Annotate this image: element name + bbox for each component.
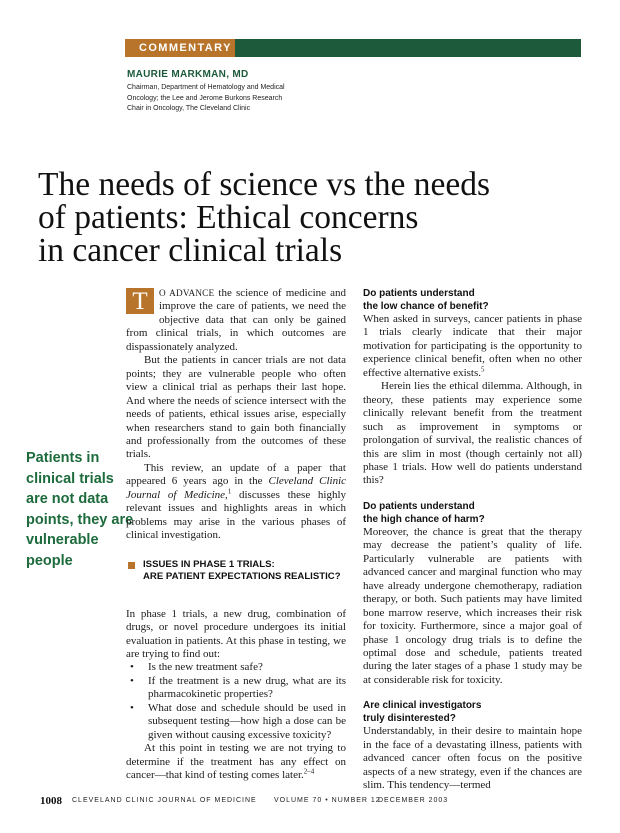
intro-smallcaps: O ADVANCE (159, 288, 215, 298)
paragraph-text: When asked in surveys, cancer patients in phase 1 trials clearly indicate that their major motivation for participating is the opportunity to experience clinical benefit, often when no other effective alternative exists. (363, 313, 582, 379)
section-heading (126, 559, 346, 584)
subheading (363, 699, 582, 725)
journal-name: CLEVELAND CLINIC JOURNAL OF MEDICINE (72, 797, 257, 804)
intro-paragraph (126, 287, 346, 354)
list-item (126, 702, 346, 742)
section-header-bar (125, 39, 581, 57)
footnote-ref: 5 (481, 365, 485, 374)
section-label: COMMENTARY (125, 39, 235, 57)
pull-quote (26, 448, 134, 571)
section-heading-line: ISSUES IN PHASE 1 TRIALS: (143, 558, 275, 570)
paragraph (126, 742, 346, 782)
title-line: of patients: Ethical concerns (38, 199, 419, 236)
list-item-text: What dose and schedule should be used in subsequent testing—how high a dose can be given without causing excessive toxicity? (148, 701, 346, 741)
pull-quote-line: points, they are (26, 511, 134, 528)
author-affiliation (127, 83, 427, 115)
pull-quote-line: are not data (26, 491, 109, 507)
body-column-right (363, 287, 582, 793)
subheading-line: Do patients understand (363, 500, 475, 512)
bullet-list (126, 661, 346, 742)
author-block (127, 69, 427, 115)
subheading-line: the low chance of benefit? (363, 301, 489, 312)
list-item-text: If the treatment is a new drug, what are its pharmacokinetic properties? (148, 674, 346, 701)
bullet-icon: • (130, 661, 134, 674)
drop-cap: T (126, 288, 154, 314)
article-title (38, 168, 598, 267)
journal-citation: Cleveland Clinic Journal of Medicine, (126, 475, 347, 501)
subheading (363, 287, 582, 313)
subheading-line: the high chance of harm? (363, 513, 485, 525)
body-column-left (126, 287, 346, 783)
paragraph: Understandably, in their desire to maintain hope in the face of a devastating illness, patients with advanced cancer often focus on the positive aspects of a new strategy, even if the chances are slim. This tendency—termed (363, 725, 582, 792)
list-item (126, 661, 346, 674)
title-line: The needs of science vs the needs (38, 166, 491, 203)
intro-text: the science of medicine and improve the care of patients, we need the objective data that can only be gained from clinical trials, in which outcomes are dispassionately analyzed. (126, 287, 346, 353)
paragraph: Herein lies the ethical dilemma. Although, in theory, these patients may experience some clinically relevant benefit from the treatment such as improvement in symptoms or prolongation of survival, the realistic chances of this are slim in most (though certainly not all) phase 1 trials. How well do patients understand this? (363, 380, 582, 487)
pull-quote-line: vulnerable (26, 532, 99, 548)
paragraph-text: This review, an update of a paper that appeared 6 years ago in the (126, 461, 346, 488)
section-marker-square (128, 562, 135, 569)
volume-number: VOLUME 70 • NUMBER 12 (274, 797, 381, 804)
list-item-text: Is the new treatment safe? (148, 661, 263, 674)
pull-quote-line: people (26, 552, 73, 569)
section-heading-line: ARE PATIENT EXPECTATIONS REALISTIC? (143, 571, 341, 583)
bullet-icon: • (130, 674, 134, 687)
paragraph: But the patients in cancer trials are not data points; they are vulnerable people who often view a clinical trial as perhaps their last hope. And where the needs of science intersect with the needs of patients, ethical issues arise, especially when researchers stand to gain both financially and professionally from the outcomes of these trials. (126, 354, 346, 461)
author-name: MAURIE MARKMAN, MD (127, 69, 249, 80)
paragraph-text: discusses these highly relevant issues and highlights areas in which problems may arise in the various phases of clinical investigation. (126, 488, 346, 542)
list-item (126, 675, 346, 702)
subheading (363, 500, 582, 526)
subheading-line: truly disinterested? (363, 713, 456, 725)
paragraph-text: At this point in testing we are not trying to determine if the treatment has any effect on cancer—that kind of testing comes later. (126, 742, 346, 782)
page-number: 1008 (40, 795, 62, 807)
title-line: in cancer clinical trials (38, 232, 343, 269)
paragraph: Moreover, the chance is great that the therapy may decrease the patient’s quality of life. Particularly vulnerable are patients with advanced cancer and marginal function who may have already undergone chemotherapy, radiation therapy, or both. Such patients may have limited bone marrow reserve, which increases their risk for toxicity. Furthermore, since a major goal of phase 1 oncology drug trials is to define the optimal dose and schedule, patients treated during the later stages of a phase 1 study may be at considerable risk for toxicity. (363, 525, 582, 686)
affiliation-line: Oncology; the Lee and Jerome Burkons Research (127, 94, 283, 102)
subheading-line: Are clinical investigators (363, 700, 482, 712)
affiliation-line: Chairman, Department of Hematology and Medical (127, 84, 285, 91)
pull-quote-line: Patients in (26, 450, 100, 466)
issue-date: DECEMBER 2003 (378, 797, 449, 804)
subheading-line: Do patients understand (363, 288, 475, 299)
pull-quote-line: clinical trials (26, 470, 114, 487)
footnote-ref: 1 (227, 487, 232, 496)
paragraph (363, 313, 582, 380)
affiliation-line: Chair in Oncology, The Cleveland Clinic (127, 105, 251, 112)
footnote-ref: 2–4 (303, 767, 315, 776)
paragraph: In phase 1 trials, a new drug, combination of drugs, or novel procedure undergoes its initial evaluation in patients. At this phase in testing, we are trying to find out: (126, 607, 346, 660)
bullet-icon: • (130, 701, 134, 714)
paragraph (126, 462, 346, 543)
